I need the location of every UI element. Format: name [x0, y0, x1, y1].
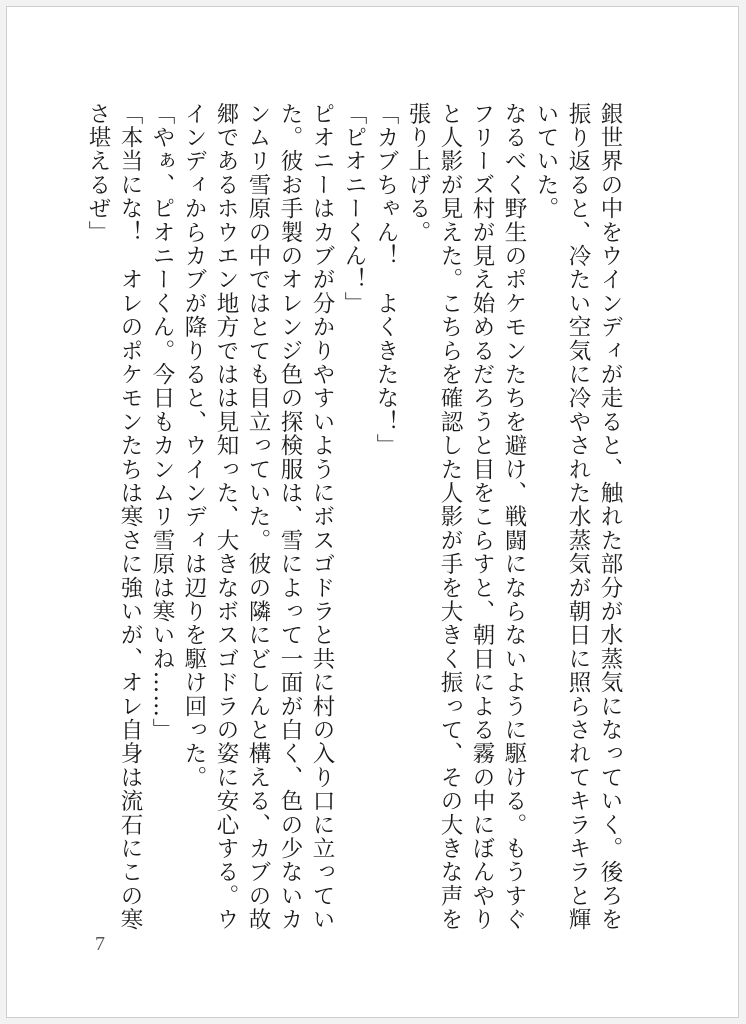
- dialogue-line: 「ピオニーくん！」: [341, 102, 367, 316]
- dialogue-line: 「本当にな！ オレのポケモンたちは寒さに強いが、オレ自身は流石にこの寒さ堪えるぜ」: [85, 102, 143, 932]
- page-number: 7: [95, 933, 105, 955]
- paragraph: ピオニーはカブが分かりやすいようにボスゴドラと共に村の入り口に立っていた。彼お手製のオレンジ色の探検服は、雪によって一面が白く、色の少ないカンムリ雪原の中ではとても目立っていた。彼の隣にどしんと構える、カブの故郷であるホウエン地方ではは見知った、大きなボスゴドラの姿に安心する。ウインディからカブが降りると、ウインディは辺りを駆け回った。: [181, 102, 335, 932]
- paragraph: 銀世界の中をウインディが走ると、触れた部分が水蒸気になっていく。後ろを振り返ると、冷たい空気に冷やされた水蒸気が朝日に照らされてキラキラと輝いていた。: [533, 102, 623, 932]
- paragraph: なるべく野生のポケモンたちを避け、戦闘にならないように駆ける。もうすぐフリーズ村が見え始めるだろうと目をこらすと、朝日による霧の中にぼんやりと人影が見えた。こちらを確認した人影が手を大きく振って、その大きな声を張り上げる。: [405, 102, 527, 932]
- vertical-text-body: [85, 102, 626, 942]
- book-page: [6, 6, 739, 1018]
- dialogue-line: 「カブちゃん！ よくきたな！」: [373, 102, 399, 458]
- dialogue-line: 「やぁ、ピオニーくん。今日もカンムリ雪原は寒いね……」: [149, 102, 175, 742]
